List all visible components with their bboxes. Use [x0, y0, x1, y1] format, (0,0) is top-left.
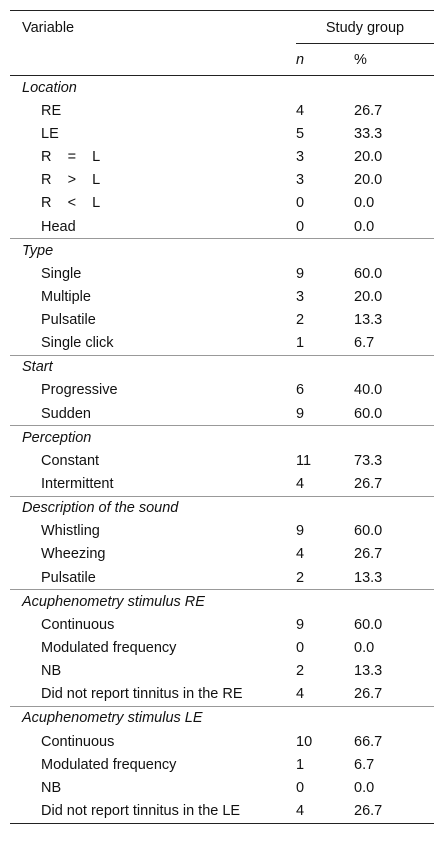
row-label: Wheezing: [41, 546, 106, 563]
table-header: [10, 11, 434, 76]
row-label: Pulsatile: [41, 312, 96, 329]
table-row: [10, 122, 434, 145]
table-row: [10, 262, 434, 285]
row-percent-value: 73.3: [354, 452, 383, 469]
section-title: Location: [22, 79, 77, 96]
table-row: [10, 730, 434, 753]
section-title: Acuphenometry stimulus RE: [10, 590, 434, 614]
table-row: [10, 660, 434, 683]
row-n-value: 4: [296, 803, 305, 820]
table-row: [10, 215, 434, 239]
row-n-value: 6: [296, 382, 305, 399]
table-row: [10, 309, 434, 332]
row-label: Constant: [41, 452, 100, 469]
row-percent-value: 0.0: [354, 639, 375, 656]
section-header-row: [10, 76, 434, 100]
table-row: [10, 520, 434, 543]
table-row: [10, 449, 434, 472]
row-label: Pulsatile: [41, 569, 96, 586]
table-row: [10, 613, 434, 636]
row-label: Intermittent: [41, 476, 114, 493]
row-percent-value: 40.0: [354, 382, 383, 399]
row-n-value: 0: [296, 639, 305, 656]
row-percent-value: 20.0: [354, 172, 383, 189]
row-n-value: 3: [296, 172, 305, 189]
row-n-value: 2: [296, 663, 305, 680]
row-percent-value: 13.3: [354, 312, 383, 329]
variable-header: Variable: [22, 19, 75, 36]
row-n-value: 1: [296, 756, 305, 773]
table-row: [10, 145, 434, 168]
row-n-value: 10: [296, 733, 313, 750]
row-n-value: 4: [296, 102, 305, 119]
row-percent-value: 20.0: [354, 148, 383, 165]
row-percent-value: 6.7: [354, 756, 375, 773]
section-title: Type: [10, 239, 434, 263]
row-label: LE: [41, 125, 59, 142]
row-percent-value: 13.3: [354, 663, 383, 680]
row-percent-value: 0.0: [354, 779, 375, 796]
header-row-1: [10, 11, 434, 45]
table-row: [10, 753, 434, 776]
row-n-value: 0: [296, 218, 305, 235]
table-row: [10, 636, 434, 659]
row-label: Whistling: [41, 523, 100, 540]
section-title: Start: [10, 355, 434, 379]
row-label: Modulated frequency: [41, 639, 177, 656]
row-label: Single click: [41, 335, 114, 352]
row-percent-value: 60.0: [354, 523, 383, 540]
study-group-underline: [296, 43, 434, 44]
table-row: [10, 683, 434, 707]
row-percent-value: 6.7: [354, 335, 375, 352]
table-body: [10, 76, 434, 824]
section-header-row: [10, 496, 434, 520]
section-header-row: [10, 239, 434, 263]
study-group-label: Study group: [325, 19, 405, 36]
row-label: RE: [41, 102, 62, 119]
table-row: [10, 192, 434, 215]
row-n-value: 3: [296, 148, 305, 165]
row-label: R > L: [41, 172, 101, 189]
data-table-container: [10, 10, 434, 824]
row-label: Head: [41, 218, 76, 235]
header-empty-cell: [10, 44, 296, 76]
row-n-value: 9: [296, 523, 305, 540]
row-label: Did not report tinnitus in the RE: [41, 686, 243, 703]
row-label: NB: [41, 663, 62, 680]
study-group-header: [296, 11, 434, 45]
row-label: Continuous: [41, 616, 115, 633]
row-label: Single: [41, 265, 82, 282]
row-label: NB: [41, 779, 62, 796]
row-percent-value: 60.0: [354, 265, 383, 282]
section-title: Perception: [10, 426, 434, 450]
row-percent-value: 66.7: [354, 733, 383, 750]
row-n-value: 4: [296, 546, 305, 563]
row-n-value: 0: [296, 779, 305, 796]
table-row: [10, 285, 434, 308]
row-percent-value: 60.0: [354, 405, 383, 422]
row-n-value: 9: [296, 405, 305, 422]
table-row: [10, 776, 434, 799]
row-percent-value: 26.7: [354, 546, 383, 563]
row-percent-value: 0.0: [354, 195, 375, 212]
table-row: [10, 169, 434, 192]
row-percent-value: 26.7: [354, 686, 383, 703]
tinnitus-characteristics-table: [10, 10, 434, 824]
row-percent-value: 13.3: [354, 569, 383, 586]
row-label: R = L: [41, 148, 101, 165]
row-percent-value: 0.0: [354, 218, 375, 235]
row-label: Continuous: [41, 733, 115, 750]
row-n-value: 5: [296, 125, 305, 142]
n-column-header: n: [296, 51, 305, 68]
section-header-row: [10, 355, 434, 379]
percent-column-header: %: [354, 51, 367, 68]
table-row: [10, 379, 434, 402]
table-row: [10, 800, 434, 824]
table-row: [10, 332, 434, 356]
row-n-value: 4: [296, 686, 305, 703]
row-percent-value: 26.7: [354, 803, 383, 820]
section-header-row: [10, 426, 434, 450]
row-label: Modulated frequency: [41, 756, 177, 773]
table-row: [10, 402, 434, 426]
section-title: Description of the sound: [10, 496, 434, 520]
row-percent-value: 33.3: [354, 125, 383, 142]
header-row-2: [10, 44, 434, 76]
row-label: Sudden: [41, 405, 91, 422]
section-header-row: [10, 590, 434, 614]
section-header-row: [10, 706, 434, 730]
table-row: [10, 543, 434, 566]
row-label: Progressive: [41, 382, 118, 399]
row-label: Multiple: [41, 288, 91, 305]
row-n-value: 0: [296, 195, 305, 212]
row-n-value: 11: [296, 452, 312, 469]
row-percent-value: 26.7: [354, 476, 383, 493]
row-n-value: 3: [296, 288, 305, 305]
row-n-value: 2: [296, 312, 305, 329]
section-title: Acuphenometry stimulus LE: [10, 706, 434, 730]
row-n-value: 1: [296, 335, 305, 352]
row-n-value: 9: [296, 265, 305, 282]
row-n-value: 2: [296, 569, 305, 586]
row-percent-value: 60.0: [354, 616, 383, 633]
row-n-value: 9: [296, 616, 305, 633]
table-row: [10, 472, 434, 496]
row-label: Did not report tinnitus in the LE: [41, 803, 241, 820]
row-percent-value: 20.0: [354, 288, 383, 305]
table-row: [10, 566, 434, 590]
row-percent-value: 26.7: [354, 102, 383, 119]
table-row: [10, 99, 434, 122]
row-label: R < L: [41, 195, 101, 212]
row-n-value: 4: [296, 476, 305, 493]
